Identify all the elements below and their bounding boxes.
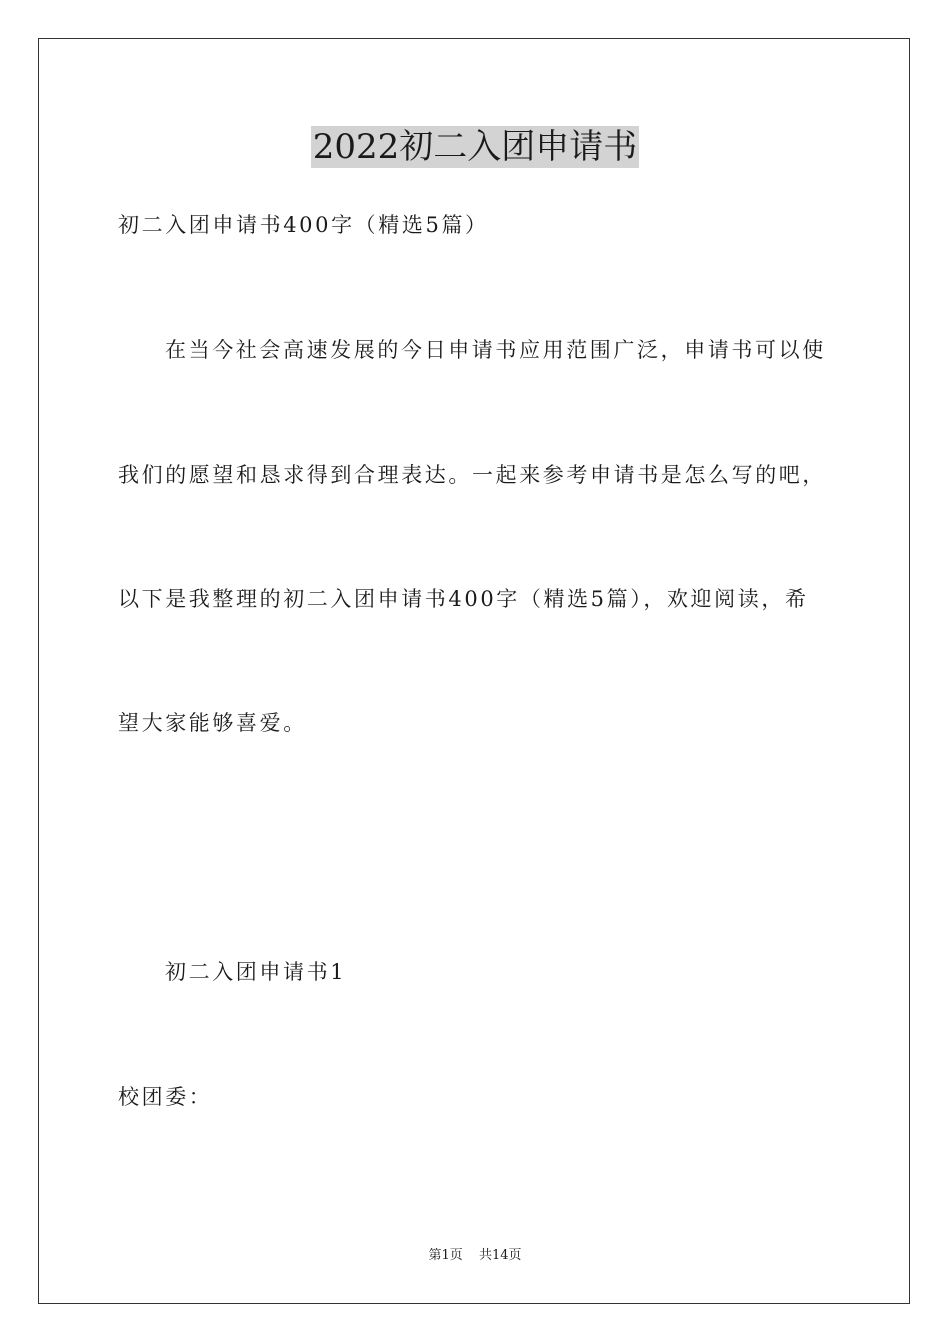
page-total: 共14页 [478,1248,522,1263]
page-footer [0,1247,950,1265]
intro-paragraph-line: 望大家能够喜爱。 [118,711,307,735]
intro-paragraph-line: 以下是我整理的初二入团申请书400字（精选5篇），欢迎阅读，希 [118,587,809,611]
section-heading: 初二入团申请书1 [165,960,347,984]
intro-paragraph-line: 在当今社会高速发展的今日申请书应用范围广泛，申请书可以使 [165,338,826,362]
intro-paragraph-line: 我们的愿望和恳求得到合理表达。一起来参考申请书是怎么写的吧， [118,463,826,487]
document-title: 2022初二入团申请书 [312,127,638,167]
document-subtitle: 初二入团申请书400字（精选5篇） [118,213,489,237]
title-container [0,126,950,168]
salutation: 校团委： [118,1085,213,1109]
page-number: 第1页 [428,1248,463,1263]
